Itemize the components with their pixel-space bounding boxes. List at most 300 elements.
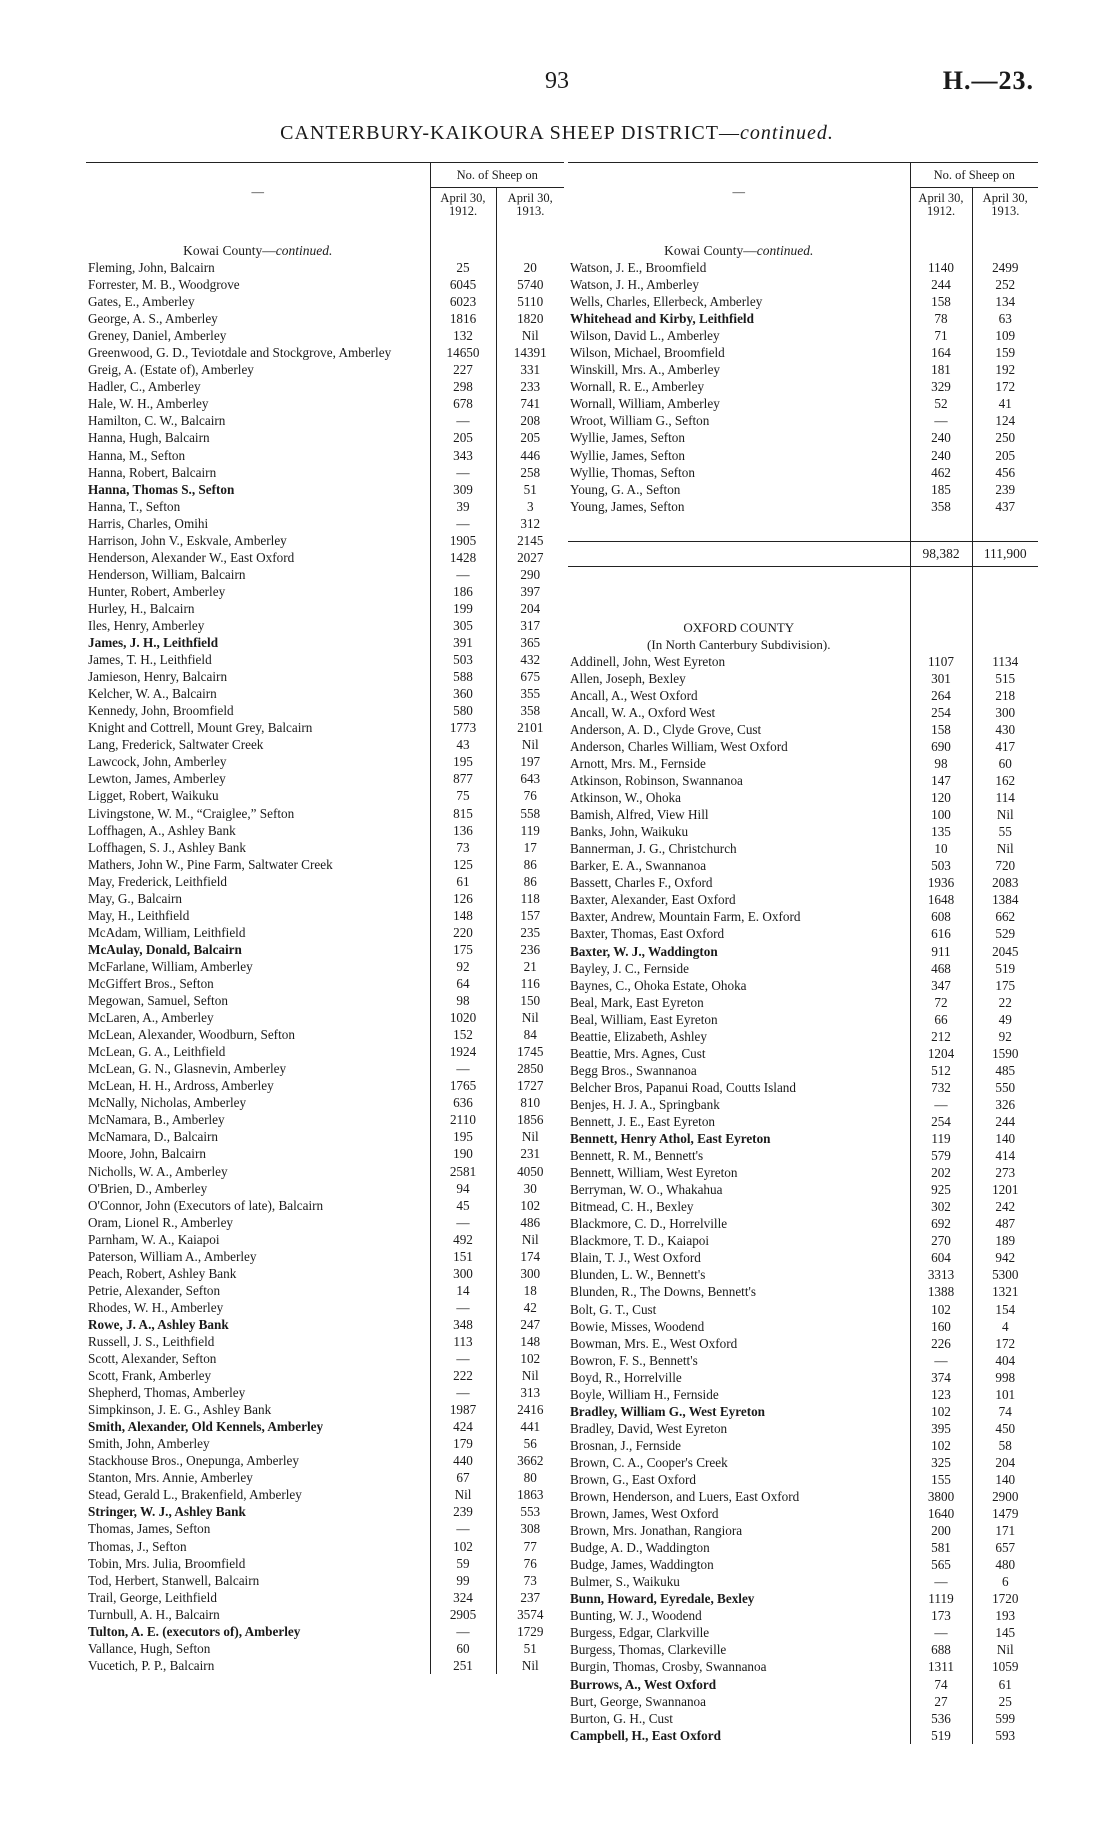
sheep-1912: — <box>430 412 496 429</box>
table-row <box>568 772 1038 789</box>
owner-name: Thomas, J., Sefton <box>88 1538 187 1554</box>
table-row <box>568 925 1038 942</box>
table-row <box>568 1147 1038 1164</box>
table-row <box>86 1589 564 1606</box>
sheep-1913: 308 <box>496 1520 564 1537</box>
sheep-1913: 358 <box>496 702 564 719</box>
owner-name: Wyllie, James, Sefton <box>570 447 685 463</box>
sheep-1912: 220 <box>430 924 496 941</box>
sheep-1912: 911 <box>910 943 972 960</box>
sheep-1912: 244 <box>910 276 972 293</box>
sheep-1912: 39 <box>430 498 496 515</box>
sheep-1913: 519 <box>972 960 1038 977</box>
sheep-1913: 239 <box>972 481 1038 498</box>
sheep-1913: 233 <box>496 378 564 395</box>
owner-name: Allen, Joseph, Bexley <box>570 670 686 686</box>
owner-name: Lewton, James, Amberley <box>88 771 226 787</box>
sheep-1913: 326 <box>972 1096 1038 1113</box>
owner-name: Thomas, James, Sefton <box>88 1521 211 1537</box>
owner-name: Megowan, Samuel, Sefton <box>88 993 228 1009</box>
table-row <box>86 429 564 446</box>
table-row <box>568 874 1038 891</box>
sheep-1913: 175 <box>972 977 1038 994</box>
table-row <box>568 1420 1038 1437</box>
sheep-1913: 231 <box>496 1145 564 1162</box>
owner-name: Peach, Robert, Ashley Bank <box>88 1265 237 1281</box>
owner-name: Anderson, Charles William, West Oxford <box>570 738 788 754</box>
table-row <box>568 857 1038 874</box>
table-row <box>86 1282 564 1299</box>
owner-name: Greney, Daniel, Amberley <box>88 328 227 344</box>
sheep-1912: 1773 <box>430 719 496 736</box>
sheep-1913: 550 <box>972 1079 1038 1096</box>
sheep-1912: 160 <box>910 1318 972 1335</box>
table-row <box>86 447 564 464</box>
oxford-subdivision-note: (In North Canterbury Subdivision). <box>647 636 831 652</box>
table-row <box>86 1333 564 1350</box>
sheep-1913: 810 <box>496 1094 564 1111</box>
table-row <box>86 839 564 856</box>
sheep-1912: — <box>910 1573 972 1590</box>
sheep-1912: 1020 <box>430 1009 496 1026</box>
sheep-1913: 192 <box>972 361 1038 378</box>
owner-name: Brown, C. A., Cooper's Creek <box>570 1454 728 1470</box>
right-table <box>568 162 1038 1744</box>
owner-name: Young, James, Sefton <box>570 498 685 514</box>
table-row <box>86 293 564 310</box>
sheep-1913: 1720 <box>972 1590 1038 1607</box>
owner-name: Young, G. A., Sefton <box>570 481 681 497</box>
sheep-1913: 2900 <box>972 1488 1038 1505</box>
sheep-1913: 5300 <box>972 1266 1038 1283</box>
owner-name: Bennett, R. M., Bennett's <box>570 1148 704 1164</box>
sheep-1912: — <box>430 566 496 583</box>
sheep-1912: 158 <box>910 721 972 738</box>
sheep-1913: 487 <box>972 1215 1038 1232</box>
table-row <box>568 378 1038 395</box>
table-row <box>86 1623 564 1640</box>
sheep-1913: 355 <box>496 685 564 702</box>
sheep-1913: 18 <box>496 1282 564 1299</box>
sheep-1913: 56 <box>496 1435 564 1452</box>
sheep-1912: 52 <box>910 395 972 412</box>
sheep-1913: 150 <box>496 992 564 1009</box>
table-row <box>568 823 1038 840</box>
owner-name: Bayley, J. C., Fernside <box>570 960 689 976</box>
owner-name: Knight and Cottrell, Mount Grey, Balcairn <box>88 720 313 736</box>
owner-name: McGiffert Bros., Sefton <box>88 975 214 991</box>
sheep-1912: 195 <box>430 753 496 770</box>
table-row <box>568 1624 1038 1641</box>
left-table <box>86 162 564 1674</box>
sheep-1912: 98 <box>910 755 972 772</box>
sheep-1913: 118 <box>496 890 564 907</box>
owner-name: Boyle, William H., Fernside <box>570 1386 719 1402</box>
right-table-header <box>568 163 1038 223</box>
table-row <box>86 634 564 651</box>
owner-name: Berryman, W. O., Whakahua <box>570 1182 723 1198</box>
sheep-1912: 604 <box>910 1249 972 1266</box>
sheep-1912: 200 <box>910 1522 972 1539</box>
sheep-1912: 1640 <box>910 1505 972 1522</box>
sheep-1913: 1384 <box>972 891 1038 908</box>
sheep-1913: Nil <box>496 327 564 344</box>
sheep-1913: 998 <box>972 1369 1038 1386</box>
sheep-1912: 147 <box>910 772 972 789</box>
owner-name: Moore, John, Balcairn <box>88 1146 206 1162</box>
owner-name: Hunter, Robert, Amberley <box>88 583 226 599</box>
header-dash: — <box>251 185 264 199</box>
sheep-1913: 486 <box>496 1214 564 1231</box>
sheep-1913: 529 <box>972 925 1038 942</box>
sheep-1913: 252 <box>972 276 1038 293</box>
sheep-1913: 300 <box>972 704 1038 721</box>
sheep-1913: 441 <box>496 1418 564 1435</box>
table-row <box>86 924 564 941</box>
sheep-1912: 190 <box>430 1145 496 1162</box>
sheep-1912: 302 <box>910 1198 972 1215</box>
owner-name: Brosnan, J., Fernside <box>570 1437 681 1453</box>
table-row <box>568 293 1038 310</box>
table-row <box>568 1352 1038 1369</box>
owner-name: Tod, Herbert, Stanwell, Balcairn <box>88 1572 260 1588</box>
table-row <box>568 721 1038 738</box>
owner-name: Vallance, Hugh, Sefton <box>88 1640 211 1656</box>
sheep-1913: 218 <box>972 687 1038 704</box>
sheep-1913: 553 <box>496 1503 564 1520</box>
left-table-body <box>86 222 564 1674</box>
sheep-1912: 358 <box>910 498 972 515</box>
sheep-1913: 76 <box>496 787 564 804</box>
sheep-1912: 324 <box>430 1589 496 1606</box>
owner-name: Ancall, A., West Oxford <box>570 687 698 703</box>
sheep-1913: 300 <box>496 1265 564 1282</box>
sheep-1913: 193 <box>972 1607 1038 1624</box>
table-row <box>86 1077 564 1094</box>
owner-name: Paterson, William A., Amberley <box>88 1248 257 1264</box>
owner-name: Hanna, M., Sefton <box>88 447 186 463</box>
table-row <box>568 464 1038 481</box>
owner-name: Ligget, Robert, Waikuku <box>88 788 219 804</box>
sheep-1912: 692 <box>910 1215 972 1232</box>
sheep-1913: 437 <box>972 498 1038 515</box>
table-row <box>568 1198 1038 1215</box>
sheep-1912: 468 <box>910 960 972 977</box>
sheep-1913: Nil <box>496 1128 564 1145</box>
table-row <box>86 770 564 787</box>
owner-name: Simpkinson, J. E. G., Ashley Bank <box>88 1402 272 1418</box>
sheep-1913: 317 <box>496 617 564 634</box>
sheep-1913: 77 <box>496 1538 564 1555</box>
sheep-1913: Nil <box>972 1641 1038 1658</box>
table-row <box>568 1505 1038 1522</box>
sheep-1913: 485 <box>972 1062 1038 1079</box>
table-row <box>568 1693 1038 1710</box>
sheep-1912: 877 <box>430 770 496 787</box>
sheep-1912: — <box>430 1214 496 1231</box>
table-row <box>86 907 564 924</box>
owner-name: Burgess, Thomas, Clarkeville <box>570 1642 727 1658</box>
sheep-1913: 235 <box>496 924 564 941</box>
table-row <box>86 890 564 907</box>
sheep-1912: 492 <box>430 1231 496 1248</box>
total-1912: 98,382 <box>910 541 972 566</box>
sheep-1912: 1905 <box>430 532 496 549</box>
sheep-1913: 58 <box>972 1437 1038 1454</box>
sheep-1912: 2581 <box>430 1162 496 1179</box>
sheep-1913: 1479 <box>972 1505 1038 1522</box>
sheep-1913: 1727 <box>496 1077 564 1094</box>
sheep-1912: — <box>910 1096 972 1113</box>
sheep-1912: 347 <box>910 977 972 994</box>
sheep-1913: 4 <box>972 1318 1038 1335</box>
table-row <box>86 1606 564 1623</box>
sheep-1913: 720 <box>972 857 1038 874</box>
table-row <box>86 1111 564 1128</box>
table-row <box>568 429 1038 446</box>
owner-name: Stanton, Mrs. Annie, Amberley <box>88 1470 253 1486</box>
table-row <box>568 1318 1038 1335</box>
table-row <box>568 276 1038 293</box>
owner-name: Whitehead and Kirby, Leithfield <box>570 311 754 327</box>
sheep-1912: 72 <box>910 994 972 1011</box>
sheep-1913: 675 <box>496 668 564 685</box>
sheep-1913: Nil <box>496 1367 564 1384</box>
owner-name: Hanna, Hugh, Balcairn <box>88 430 210 446</box>
section-name: Kowai County— <box>664 243 757 258</box>
sheep-1913: 189 <box>972 1232 1038 1249</box>
page-title <box>0 122 1114 145</box>
sheep-1912: 309 <box>430 481 496 498</box>
table-row <box>86 873 564 890</box>
sheep-1912: 1107 <box>910 653 972 670</box>
owner-name: Henderson, William, Balcairn <box>88 566 246 582</box>
owner-name: Hurley, H., Balcairn <box>88 600 195 616</box>
table-row <box>568 1096 1038 1113</box>
table-row <box>86 1180 564 1197</box>
sheep-1913: 140 <box>972 1471 1038 1488</box>
table-row <box>568 1522 1038 1539</box>
owner-name: Stead, Gerald L., Brakenfield, Amberley <box>88 1487 302 1503</box>
owner-name: May, H., Leithfield <box>88 907 190 923</box>
owner-name: Baxter, W. J., Waddington <box>570 943 718 959</box>
sheep-1913: 21 <box>496 958 564 975</box>
sheep-1913: 273 <box>972 1164 1038 1181</box>
sheep-1912: 92 <box>430 958 496 975</box>
owner-name: Bassett, Charles F., Oxford <box>570 875 713 891</box>
sheep-1913: 61 <box>972 1676 1038 1693</box>
table-row <box>568 1232 1038 1249</box>
table-row <box>86 958 564 975</box>
sheep-1912: 608 <box>910 908 972 925</box>
sheep-1913: 2145 <box>496 532 564 549</box>
owner-name: Hanna, Thomas S., Sefton <box>88 481 235 497</box>
table-row <box>86 753 564 770</box>
sheep-1912: 73 <box>430 839 496 856</box>
owner-name: Wornall, R. E., Amberley <box>570 379 705 395</box>
sheep-1912: 2905 <box>430 1606 496 1623</box>
table-row <box>86 1094 564 1111</box>
owner-name: Bennett, Henry Athol, East Eyreton <box>570 1131 771 1147</box>
sheep-1913: 140 <box>972 1130 1038 1147</box>
owner-name: Blunden, R., The Downs, Bennett's <box>570 1284 757 1300</box>
table-row <box>568 1727 1038 1744</box>
owner-name: Bulmer, S., Waikuku <box>570 1574 680 1590</box>
sheep-1912: 636 <box>430 1094 496 1111</box>
owner-name: Tulton, A. E. (executors of), Amberley <box>88 1623 301 1639</box>
sheep-1912: 74 <box>910 1676 972 1693</box>
table-row <box>86 464 564 481</box>
owner-name: May, Frederick, Leithfield <box>88 873 228 889</box>
owner-name: Bradley, David, West Eyreton <box>570 1420 728 1436</box>
table-row <box>86 1435 564 1452</box>
owner-name: Rhodes, W. H., Amberley <box>88 1299 224 1315</box>
owner-name: Hale, W. H., Amberley <box>88 396 209 412</box>
sheep-1912: — <box>430 1384 496 1401</box>
table-row <box>568 908 1038 925</box>
table-row <box>568 395 1038 412</box>
table-row <box>568 1215 1038 1232</box>
sheep-1913: 599 <box>972 1710 1038 1727</box>
sheep-1912: — <box>430 1520 496 1537</box>
owner-name: Wornall, William, Amberley <box>570 396 720 412</box>
table-row <box>86 1418 564 1435</box>
owner-name: McLean, G. N., Glasnevin, Amberley <box>88 1061 287 1077</box>
sheep-1912: Nil <box>430 1486 496 1503</box>
table-row <box>86 702 564 719</box>
owner-name: May, G., Balcairn <box>88 890 182 906</box>
owner-name: Wyllie, Thomas, Sefton <box>570 464 695 480</box>
sheep-1913: Nil <box>972 840 1038 857</box>
sheep-1912: 391 <box>430 634 496 651</box>
sheep-1913: 312 <box>496 515 564 532</box>
sheep-1913: 365 <box>496 634 564 651</box>
left-column <box>86 162 564 1674</box>
owner-name: Hanna, Robert, Balcairn <box>88 464 217 480</box>
sheep-1913: 102 <box>496 1350 564 1367</box>
sheep-1912: 1987 <box>430 1401 496 1418</box>
table-row <box>568 1011 1038 1028</box>
sheep-1912: 815 <box>430 805 496 822</box>
sheep-1913: 5740 <box>496 276 564 293</box>
sheep-1913: 84 <box>496 1026 564 1043</box>
owner-name: Bennett, William, West Eyreton <box>570 1165 738 1181</box>
owner-name: Budge, James, Waddington <box>570 1557 714 1573</box>
table-row <box>86 378 564 395</box>
sheep-1913: 593 <box>972 1727 1038 1744</box>
sheep-1913: 124 <box>972 412 1038 429</box>
sheep-1913: 258 <box>496 464 564 481</box>
sheep-1913: 42 <box>496 1299 564 1316</box>
sheep-1912: 1936 <box>910 874 972 891</box>
sheep-1912: 512 <box>910 1062 972 1079</box>
right-table-body-kowai <box>568 222 1038 515</box>
table-row <box>86 736 564 753</box>
sheep-1913: 208 <box>496 412 564 429</box>
sheep-1912: 688 <box>910 1641 972 1658</box>
owner-name: Bunting, W. J., Woodend <box>570 1608 702 1624</box>
sheep-1912: 99 <box>430 1572 496 1589</box>
owner-name: Bamish, Alfred, View Hill <box>570 807 709 823</box>
table-row <box>568 738 1038 755</box>
sheep-1913: 1059 <box>972 1658 1038 1675</box>
owner-name: Blackmore, C. D., Horrelville <box>570 1216 728 1232</box>
sheep-1912: 580 <box>430 702 496 719</box>
sheep-1913: 134 <box>972 293 1038 310</box>
sheep-1913: 5110 <box>496 293 564 310</box>
sheep-1912: 2110 <box>430 1111 496 1128</box>
sheep-1912: 100 <box>910 806 972 823</box>
table-row <box>568 1181 1038 1198</box>
oxford-county-heading: OXFORD COUNTY <box>683 619 795 635</box>
owner-name: Oram, Lionel R., Amberley <box>88 1214 234 1230</box>
owner-name: Parnham, W. A., Kaiapoi <box>88 1231 220 1247</box>
sheep-1912: 202 <box>910 1164 972 1181</box>
owner-name: Henderson, Alexander W., East Oxford <box>88 549 295 565</box>
sheep-1912: — <box>910 1624 972 1641</box>
owner-name: Nicholls, W. A., Amberley <box>88 1163 228 1179</box>
sheep-1912: — <box>430 1623 496 1640</box>
sheep-1912: 27 <box>910 1693 972 1710</box>
sheep-1913: 662 <box>972 908 1038 925</box>
sheep-1913: 2499 <box>972 259 1038 276</box>
table-row <box>568 1079 1038 1096</box>
sheep-1912: 305 <box>430 617 496 634</box>
sheep-1912: 94 <box>430 1180 496 1197</box>
table-row <box>86 361 564 378</box>
sheep-1913: 1201 <box>972 1181 1038 1198</box>
owner-name: McAulay, Donald, Balcairn <box>88 941 242 957</box>
sheep-1913: 17 <box>496 839 564 856</box>
owner-name: Hamilton, C. W., Balcairn <box>88 413 226 429</box>
sheep-1913: 2045 <box>972 943 1038 960</box>
owner-name: Atkinson, W., Ohoka <box>570 790 681 806</box>
sheep-1912: 424 <box>430 1418 496 1435</box>
section-name: Kowai County— <box>183 243 276 258</box>
sheep-1912: 240 <box>910 429 972 446</box>
header-dash: — <box>732 185 745 199</box>
owner-name: O'Connor, John (Executors of late), Balcairn <box>88 1197 324 1213</box>
document-reference: H.—23. <box>942 66 1034 95</box>
owner-name: Wilson, David L., Amberley <box>570 328 720 344</box>
sheep-1913: 101 <box>972 1386 1038 1403</box>
owner-name: Stringer, W. J., Ashley Bank <box>88 1504 246 1520</box>
owner-name: Gates, E., Amberley <box>88 294 195 310</box>
sheep-1913: 432 <box>496 651 564 668</box>
sheep-1912: 126 <box>430 890 496 907</box>
sheep-1913: 86 <box>496 873 564 890</box>
sheep-1913: 154 <box>972 1300 1038 1317</box>
table-row <box>86 941 564 958</box>
sheep-1913: 109 <box>972 327 1038 344</box>
sheep-1913: 205 <box>972 447 1038 464</box>
table-row <box>86 1384 564 1401</box>
owner-name: Beal, William, East Eyreton <box>570 1011 718 1027</box>
table-row <box>86 1128 564 1145</box>
owner-name: Barker, E. A., Swannanoa <box>570 858 707 874</box>
owner-name: Kelcher, W. A., Balcairn <box>88 686 217 702</box>
owner-name: Bowron, F. S., Bennett's <box>570 1352 698 1368</box>
sheep-1913: 14391 <box>496 344 564 361</box>
table-row <box>568 1028 1038 1045</box>
sheep-1912: 1648 <box>910 891 972 908</box>
owner-name: Begg Bros., Swannanoa <box>570 1062 697 1078</box>
owner-name: Vucetich, P. P., Balcairn <box>88 1657 215 1673</box>
sheep-1912: 75 <box>430 787 496 804</box>
sheep-1913: 76 <box>496 1555 564 1572</box>
title-text: CANTERBURY-KAIKOURA SHEEP DISTRICT— <box>280 122 740 144</box>
owner-name: Shepherd, Thomas, Amberley <box>88 1385 246 1401</box>
